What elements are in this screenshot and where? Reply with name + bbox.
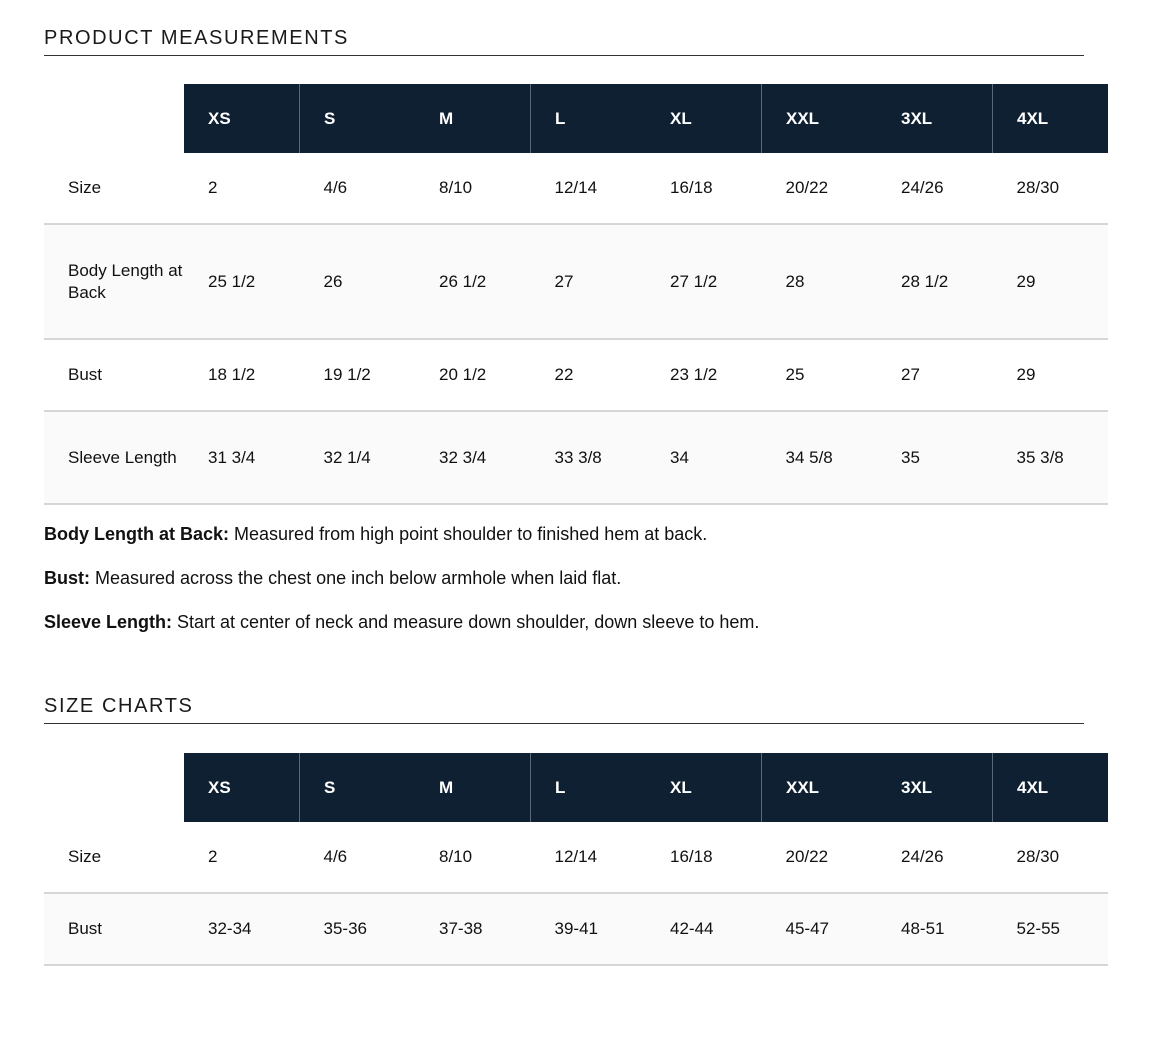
size-header-l: L [531,84,647,153]
size-header-xl: XL [646,753,762,822]
table-cell: 29 [993,224,1109,339]
note-text: Measured from high point shoulder to finished hem at back. [229,524,708,544]
note-term: Bust: [44,568,90,588]
table-cell: 48-51 [877,893,993,965]
size-header-m: M [415,84,531,153]
note-term: Sleeve Length: [44,612,173,632]
note-body-length [44,522,1108,546]
table-cell: 28 [762,224,878,339]
table-row-size [44,822,1108,893]
table-cell: 32-34 [184,893,300,965]
table-cell: 39-41 [531,893,647,965]
size-header-4xl: 4XL [993,84,1109,153]
note-text: Measured across the chest one inch below armhole when laid flat. [90,568,622,588]
size-header-3xl: 3XL [877,753,993,822]
size-charts-table [44,753,1108,966]
table-cell: 24/26 [877,822,993,893]
table-cell: 29 [993,339,1109,411]
table-row-size [44,153,1108,224]
note-bust [44,566,1108,590]
table-cell: 28/30 [993,822,1109,893]
table-cell: 31 3/4 [184,411,300,504]
table-cell: 37-38 [415,893,531,965]
table-cell: 35-36 [300,893,416,965]
table-cell: 20/22 [762,822,878,893]
size-header-xxl: XXL [762,753,878,822]
header-blank-cell [44,84,184,153]
product-measurements-table [44,84,1108,505]
row-label-bust: Bust [44,893,184,965]
table-cell: 2 [184,153,300,224]
table-cell: 22 [531,339,647,411]
header-blank-cell [44,753,184,822]
size-header-s: S [300,753,416,822]
table-cell: 28 1/2 [877,224,993,339]
size-charts-title: SIZE CHARTS [44,694,1084,724]
table-cell: 19 1/2 [300,339,416,411]
size-header-3xl: 3XL [877,84,993,153]
table-cell: 12/14 [531,822,647,893]
note-sleeve-length [44,610,1108,634]
table-cell: 33 3/8 [531,411,647,504]
row-label-size: Size [44,822,184,893]
table-cell: 25 [762,339,878,411]
table-cell: 8/10 [415,153,531,224]
table-row-sleeve-length [44,411,1108,504]
measurement-notes [44,522,1108,654]
size-header-s: S [300,84,416,153]
table-cell: 8/10 [415,822,531,893]
table-cell: 42-44 [646,893,762,965]
size-header-l: L [531,753,647,822]
size-header-row [44,84,1108,153]
table-cell: 26 [300,224,416,339]
table-cell: 2 [184,822,300,893]
note-term: Body Length at Back: [44,524,230,544]
size-header-xs: XS [184,84,300,153]
table-cell: 4/6 [300,822,416,893]
table-cell: 26 1/2 [415,224,531,339]
table-cell: 24/26 [877,153,993,224]
table-cell: 18 1/2 [184,339,300,411]
table-cell: 25 1/2 [184,224,300,339]
table-cell: 27 1/2 [646,224,762,339]
table-cell: 4/6 [300,153,416,224]
row-label-body-length: Body Length at Back [44,224,184,339]
table-cell: 32 3/4 [415,411,531,504]
table-cell: 27 [877,339,993,411]
size-header-xxl: XXL [762,84,878,153]
row-label-bust: Bust [44,339,184,411]
table-row-bust [44,893,1108,965]
row-label-size: Size [44,153,184,224]
size-header-row [44,753,1108,822]
table-cell: 20/22 [762,153,878,224]
table-cell: 16/18 [646,153,762,224]
table-cell: 45-47 [762,893,878,965]
table-cell: 35 [877,411,993,504]
table-row-body-length [44,224,1108,339]
size-header-m: M [415,753,531,822]
table-row-bust [44,339,1108,411]
size-header-4xl: 4XL [993,753,1109,822]
table-cell: 27 [531,224,647,339]
table-cell: 23 1/2 [646,339,762,411]
table-cell: 34 [646,411,762,504]
table-cell: 52-55 [993,893,1109,965]
table-cell: 28/30 [993,153,1109,224]
table-cell: 20 1/2 [415,339,531,411]
product-measurements-title: PRODUCT MEASUREMENTS [44,26,1084,56]
table-cell: 32 1/4 [300,411,416,504]
row-label-sleeve-length: Sleeve Length [44,411,184,504]
table-cell: 16/18 [646,822,762,893]
size-header-xl: XL [646,84,762,153]
note-text: Start at center of neck and measure down shoulder, down sleeve to hem. [172,612,760,632]
table-cell: 12/14 [531,153,647,224]
size-header-xs: XS [184,753,300,822]
table-cell: 35 3/8 [993,411,1109,504]
table-cell: 34 5/8 [762,411,878,504]
